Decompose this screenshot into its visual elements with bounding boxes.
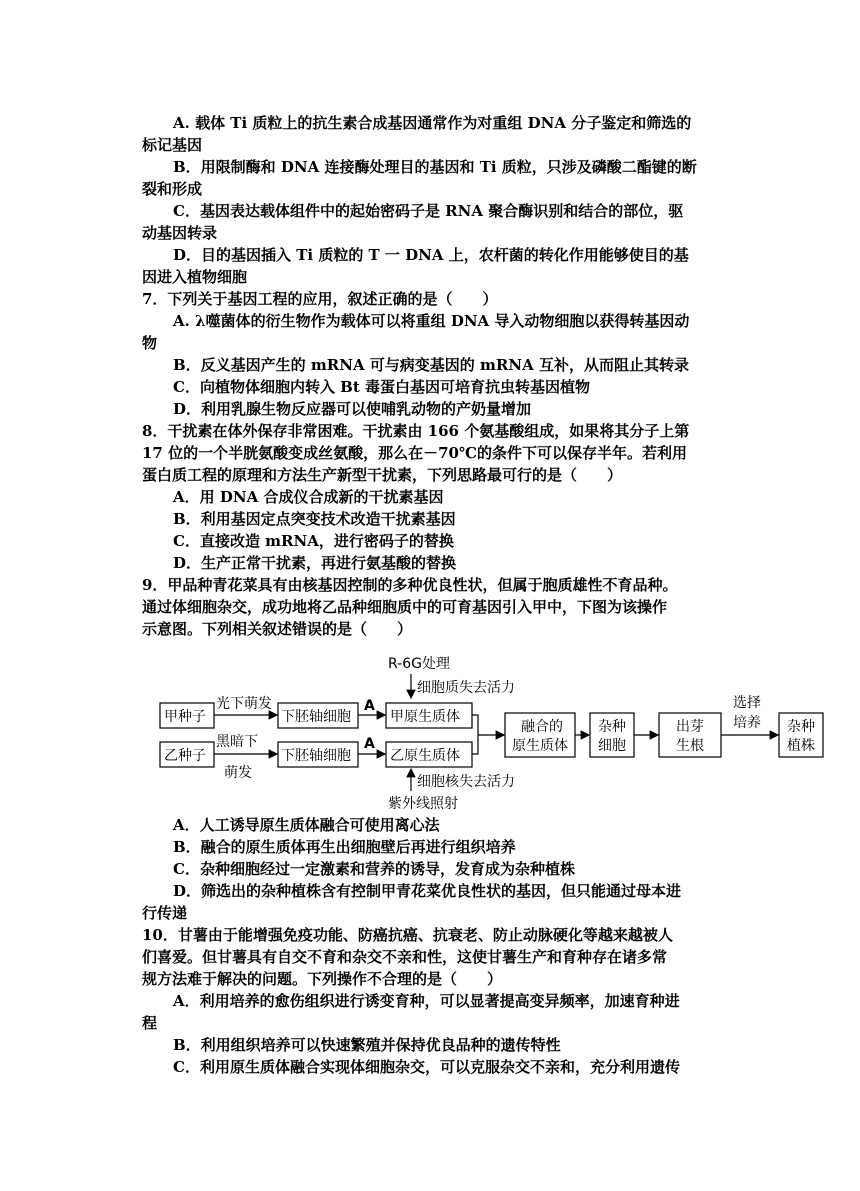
q10-stem-line3: 规方法难于解决的问题。下列操作不合理的是（ ） (142, 970, 503, 988)
q7-option-b: B．反义基因产生的 mRNA 可与病变基因的 mRNA 互补，从而阻止其转录 (173, 356, 689, 374)
enzyme-a-label-top: A (364, 698, 375, 714)
select-label-2: 培养 (733, 715, 761, 731)
protoplast-b-label: 乙原生质体 (390, 748, 460, 764)
select-label-1: 选择 (733, 695, 761, 711)
q6-option-b-line1: B．用限制酶和 DNA 连接酶处理目的基因和 Ti 质粒，只涉及磷酸二酯键的断 (173, 158, 697, 176)
seed-a-label: 甲种子 (164, 709, 206, 725)
q9-stem-line2: 通过体细胞杂交，成功地将乙品种细胞质中的可育基因引入甲中，下图为该操作 (142, 598, 668, 616)
q10-stem-line2: 们喜爱。但甘薯具有自交不育和杂交不亲和性，这使甘薯生产和育种存在诸多常 (142, 948, 668, 966)
hybrid-plant-label-2: 植株 (787, 738, 815, 754)
q10-option-a-line1: A．利用培养的愈伤组织进行诱变育种，可以显著提高变异频率，加速育种进 (173, 992, 680, 1010)
seed-b-label: 乙种子 (164, 748, 206, 764)
q9-stem-line1: 9．甲品种青花菜具有由核基因控制的多种优良性状，但属于胞质雄性不育品种。 (142, 576, 678, 594)
protoplast-a-label: 甲原生质体 (390, 709, 460, 725)
q7-option-d: D．利用乳腺生物反应器可以使哺乳动物的产奶量增加 (173, 400, 532, 418)
q10-option-a-line2: 程 (142, 1014, 158, 1032)
q8-option-a: A．用 DNA 合成仪合成新的干扰素基因 (173, 488, 444, 506)
r6g-treatment-label: R-6G处理 (388, 656, 450, 672)
q6-option-a-line2: 标记基因 (142, 136, 203, 154)
q6-option-d-line2: 因进入植物细胞 (142, 268, 248, 286)
q6-option-c-line2: 动基因转录 (142, 224, 218, 242)
fused-label-1: 融合的 (521, 719, 563, 735)
q6-option-d-line1: D．目的基因插入 Ti 质粒的 T 一 DNA 上，农杆菌的转化作用能够使目的基 (173, 246, 689, 264)
q9-option-b: B．融合的原生质体再生出细胞壁后再进行组织培养 (173, 838, 516, 856)
q9-option-c: C．杂种细胞经过一定激素和营养的诱导，发育成为杂种植株 (173, 860, 575, 878)
q7-option-a-line2: 物 (142, 334, 158, 352)
q8-stem-line2: 17 位的一个半胱氨酸变成丝氨酸，那么在－70℃的条件下可以保存半年。若利用 (142, 444, 687, 462)
q10-stem-line1: 10．甘薯由于能增强免疫功能、防癌抗癌、抗衰老、防止动脉硬化等越来越被人 (142, 926, 673, 944)
q7-option-a-line1: A. λ噬菌体的衍生物作为载体可以将重组 DNA 导入动物细胞以获得转基因动 (173, 312, 690, 330)
sprout-label-2: 生根 (676, 738, 704, 754)
q8-option-d: D．生产正常干扰素，再进行氨基酸的替换 (173, 554, 457, 572)
hybrid-cell-label-2: 细胞 (598, 738, 626, 754)
q10-option-c: C．利用原生质体融合实现体细胞杂交，可以克服杂交不亲和，充分利用遗传 (173, 1058, 680, 1076)
enzyme-a-label-bottom: A (364, 736, 375, 752)
q9-stem-line3: 示意图。下列相关叙述错误的是（ ） (142, 620, 413, 638)
hybrid-cell-label-1: 杂种 (598, 719, 626, 735)
merge-bracket (472, 715, 478, 754)
q10-option-b: B．利用组织培养可以快速繁殖并保持优良品种的遗传特性 (173, 1036, 561, 1054)
hypocotyl-b-label: 下胚轴细胞 (281, 748, 351, 764)
nucleus-inactive-label: 细胞核失去活力 (417, 774, 515, 790)
q9-option-d-line2: 行传递 (142, 904, 188, 922)
q7-stem: 7．下列关于基因工程的应用，叙述正确的是（ ） (142, 290, 498, 308)
cytoplasm-inactive-label: 细胞质失去活力 (417, 680, 515, 696)
q6-option-b-line2: 裂和形成 (142, 180, 203, 198)
sprout-label-1: 出芽 (676, 719, 704, 735)
q9-option-a: A．人工诱导原生质体融合可使用离心法 (173, 816, 440, 834)
q8-option-b: B．利用基因定点突变技术改造干扰素基因 (173, 510, 456, 528)
q8-option-c: C．直接改造 mRNA，进行密码子的替换 (173, 532, 454, 550)
dark-germination-label-1: 黑暗下 (216, 734, 258, 750)
q6-option-a-line1: A. 载体 Ti 质粒上的抗生素合成基因通常作为对重组 DNA 分子鉴定和筛选的 (173, 114, 692, 132)
dark-germination-label-2: 萌发 (224, 765, 252, 781)
hypocotyl-a-label: 下胚轴细胞 (281, 709, 351, 725)
hybrid-plant-label-1: 杂种 (787, 719, 815, 735)
light-germination-label: 光下萌发 (216, 696, 272, 712)
q6-option-c-line1: C．基因表达载体组件中的起始密码子是 RNA 聚合酶识别和结合的部位，驱 (173, 202, 684, 220)
somatic-hybridization-diagram (140, 648, 840, 813)
q8-stem-line1: 8．干扰素在体外保存非常困难。干扰素由 166 个氨基酸组成，如果将其分子上第 (142, 422, 690, 440)
q9-option-d-line1: D．筛选出的杂种植株含有控制甲青花菜优良性状的基因，但只能通过母本进 (173, 882, 682, 900)
q8-stem-line3: 蛋白质工程的原理和方法生产新型干扰素，下列思路最可行的是（ ） (142, 466, 623, 484)
uv-label: 紫外线照射 (388, 796, 458, 812)
q7-option-c: C．向植物体细胞内转入 Bt 毒蛋白基因可培育抗虫转基因植物 (173, 378, 590, 396)
fused-label-2: 原生质体 (512, 738, 568, 754)
